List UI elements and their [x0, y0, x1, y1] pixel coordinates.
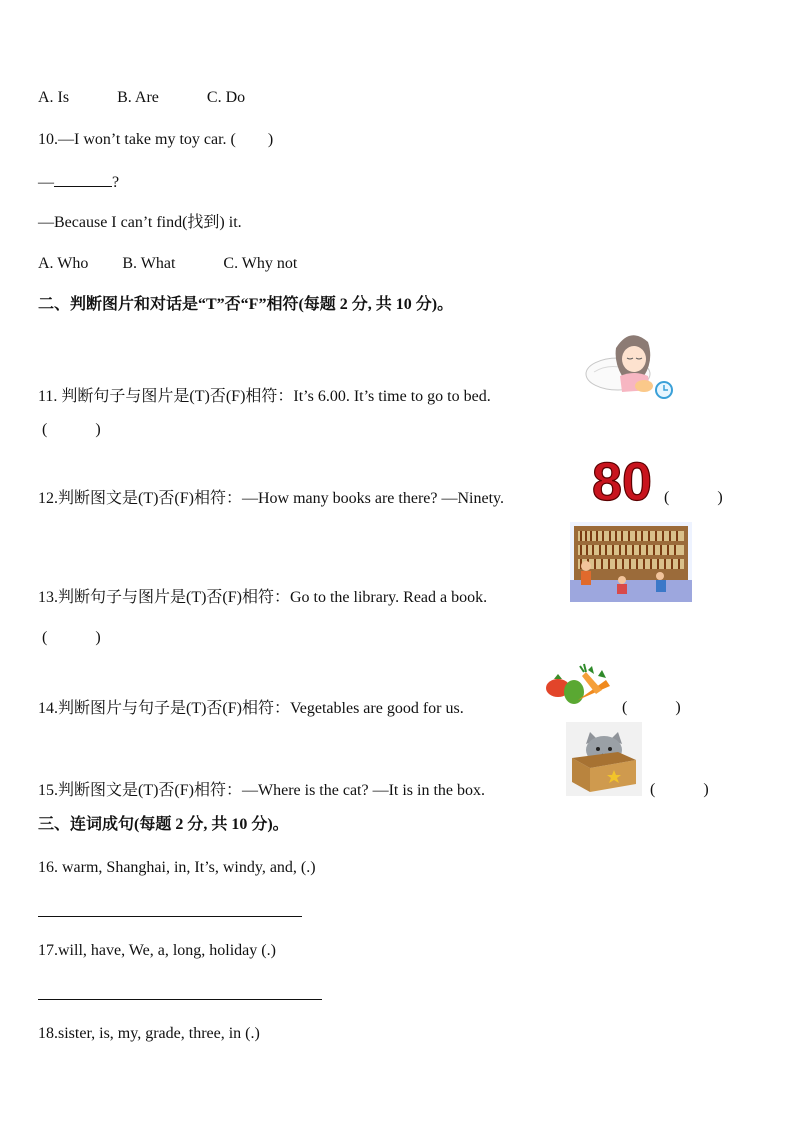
q10-reply — [38, 172, 119, 193]
q9-options — [38, 88, 245, 108]
option-a: A. Is — [38, 89, 70, 106]
option-a: A. Who — [38, 255, 89, 272]
q13-answer-paren[interactable]: ( ) — [42, 629, 101, 646]
q12-answer-paren[interactable]: ( ) — [664, 489, 723, 506]
library-image — [570, 522, 692, 602]
q16-text: 16. warm, Shanghai, in, It’s, windy, and, (.) — [38, 859, 316, 876]
q11-text: 11. 判断句子与图片是(T)否(F)相符：It’s 6.00. It’s time to go to bed. — [38, 388, 491, 405]
q18-text: 18.sister, is, my, grade, three, in (.) — [38, 1025, 260, 1042]
sleeping-girl-image — [584, 326, 680, 402]
option-b: B. Are — [117, 89, 159, 106]
vegetables-image — [544, 660, 614, 708]
q10-options — [38, 254, 297, 274]
q14-text: 14.判断图片与句子是(T)否(F)相符：Vegetables are good for us. — [38, 700, 464, 717]
q10-stem: 10.—I won’t take my toy car. ( ) — [38, 131, 274, 148]
option-c: C. Why not — [223, 255, 298, 272]
option-b: B. What — [122, 255, 176, 272]
q15-answer-paren[interactable]: ( ) — [650, 781, 709, 798]
q11-answer-paren[interactable]: ( ) — [42, 421, 101, 438]
fill-blank[interactable] — [54, 172, 112, 187]
section-2-title: 二、判断图片和对话是“T”否“F”相符(每题 2 分, 共 10 分)。 — [38, 296, 454, 313]
option-c: C. Do — [206, 89, 246, 106]
q12-text: 12.判断图文是(T)否(F)相符：—How many books are there? —Ninety. — [38, 490, 504, 507]
cat-in-box-image — [566, 722, 642, 796]
q15-text: 15.判断图文是(T)否(F)相符：—Where is the cat? —It is in the box. — [38, 782, 486, 799]
q12-image-number: 80 — [591, 452, 653, 508]
section-3-title: 三、连词成句(每题 2 分, 共 10 分)。 — [38, 816, 289, 833]
reply-end: ? — [112, 174, 120, 191]
q16-answer-line[interactable] — [38, 916, 302, 917]
q17-text: 17.will, have, We, a, long, holiday (.) — [38, 942, 276, 959]
q14-answer-paren[interactable]: ( ) — [622, 699, 681, 716]
q10-line3: —Because I can’t find(找到) it. — [38, 214, 242, 231]
q17-answer-line[interactable] — [38, 999, 322, 1000]
q13-text: 13.判断句子与图片是(T)否(F)相符：Go to the library. Read a book. — [38, 589, 488, 606]
reply-dash: — — [38, 174, 54, 191]
number-80-image — [586, 452, 658, 508]
